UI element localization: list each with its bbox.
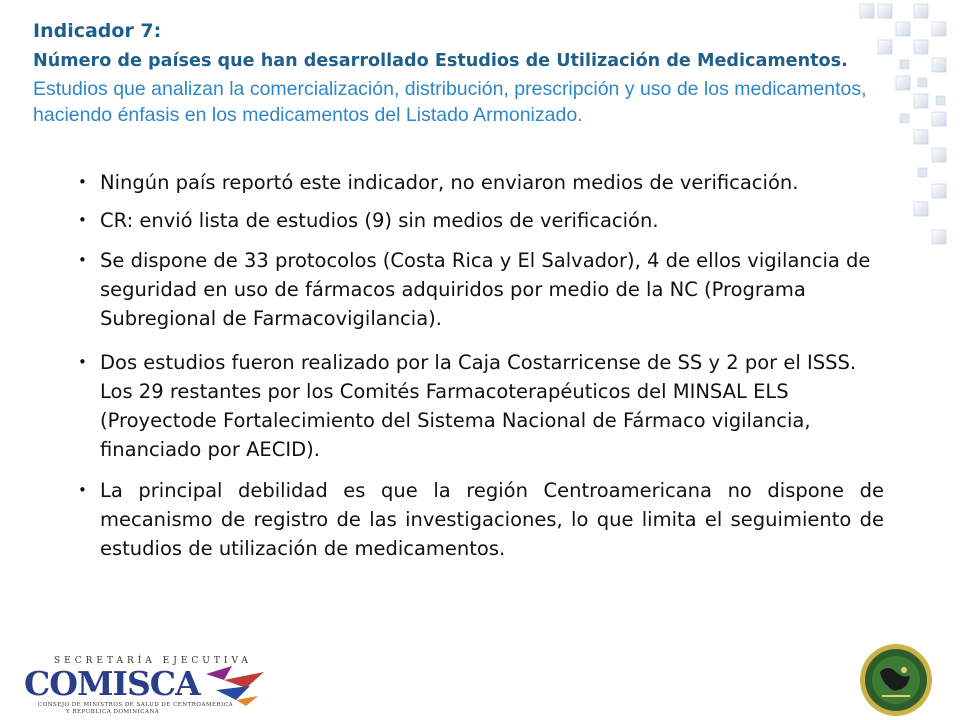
comisca-logo — [14, 656, 264, 716]
slide-title: Número de países que han desarrollado Estudios de Utilización de Medicamentos. — [33, 51, 848, 71]
slide-subtitle: Estudios que analizan la comercialización, distribución, prescripción y uso de los medicamentos, haciendo énfasis en los medicamentos del Listado Armonizado. — [33, 78, 867, 126]
bullet-icon: • — [78, 173, 87, 191]
bullet-icon: • — [78, 211, 87, 229]
sica-seal-icon — [858, 642, 934, 718]
bullet-item — [78, 348, 884, 464]
logo-name: COMISCA — [24, 664, 200, 703]
logo-top-text: SECRETARÍA EJECUTIVA — [54, 656, 252, 666]
bullet-icon: • — [78, 481, 87, 499]
bullet-text: La principal debilidad es que la región Centroamericana no dispone de mecanismo de registro de las investigaciones, lo que limita el seguimiento de estudios de utilización de medicamentos. — [100, 479, 884, 560]
bullet-item — [78, 168, 884, 197]
bullet-list — [78, 168, 884, 572]
bullet-text: Dos estudios fueron realizado por la Caja Costarricense de SS y 2 por el ISSS. Los 29 restantes por los Comités Farmacoterapéuticos del MINSAL ELS (Proyectode Fortalecimiento del Sistema Nacional de Fármaco vigilancia, financiado por AECID). — [100, 351, 857, 461]
bullet-item — [78, 206, 884, 235]
logo-mark-icon — [206, 666, 264, 706]
bullet-item — [78, 246, 884, 333]
indicator-label: Indicador 7: — [33, 20, 162, 42]
bullet-icon: • — [78, 353, 87, 371]
bullet-text: Ningún país reportó este indicador, no enviaron medios de verificación. — [100, 171, 799, 194]
bullet-item — [78, 476, 884, 563]
logo-subtitle-line-1: CONSEJO DE MINISTROS DE SALUD DE CENTROAMÉRICA — [38, 702, 234, 708]
header — [33, 16, 903, 128]
bullet-text: Se dispone de 33 protocolos (Costa Rica y El Salvador), 4 de ellos vigilancia de seguridad en uso de fármacos adquiridos por medio de la NC (Programa Subregional de Farmacovigilancia). — [100, 249, 871, 330]
logo-subtitle-line-2: Y REPÚBLICA DOMINICANA — [66, 709, 160, 715]
bullet-text: CR: envió lista de estudios (9) sin medios de verificación. — [100, 209, 659, 232]
bullet-icon: • — [78, 251, 87, 269]
